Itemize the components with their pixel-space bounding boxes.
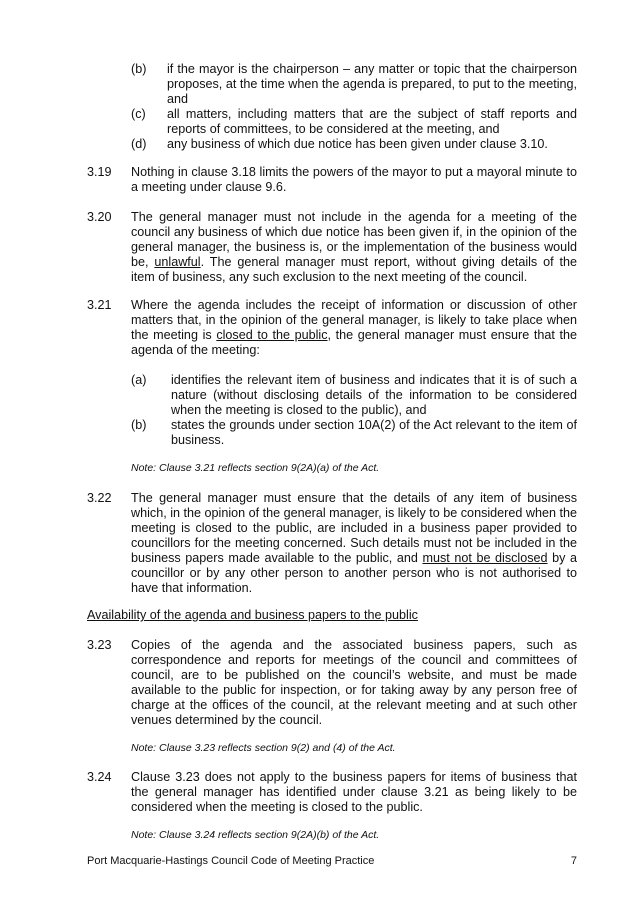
section-heading: Availability of the agenda and business papers to the public	[87, 608, 418, 622]
clause-3-20	[87, 210, 577, 285]
clause-number: 3.19	[87, 165, 112, 179]
clause-text: Where the agenda includes the receipt of information or discussion of other matters that, in the opinion of the general manager, is likely to take place when the meeting is closed to the public, the general manager must ensure that the agenda of the meeting:	[131, 298, 577, 357]
clause-text: Copies of the agenda and the associated business papers, such as correspondence and reports for meetings of the council and committees of council, are to be published on the council’s website, and must be made available to the public for inspection, or for taking away by any person free of charge at the offices of the council, at the relevant meeting and at such other venues determined by the council.	[131, 638, 577, 727]
clause-number: 3.24	[87, 770, 112, 784]
clause-3-18-items	[87, 62, 577, 152]
clause-text: The general manager must not include in the agenda for a meeting of the council any business of which due notice has been given if, in the opinion of the general manager, the business is, or the implementation of the business would be, unlawful. The general manager must report, without giving details of the item of business, any such exclusion to the next meeting of the council.	[131, 210, 577, 284]
clause-number: 3.23	[87, 638, 112, 652]
list-item: (b) if the mayor is the chairperson – any matter or topic that the chairperson proposes, at the time when the agenda is prepared, to put to the meeting, and	[131, 62, 577, 106]
clause-3-23	[87, 638, 577, 728]
clause-3-19	[87, 165, 577, 195]
page-number: 7	[570, 855, 577, 867]
clause-text: Clause 3.23 does not apply to the business papers for items of business that the general manager has identified under clause 3.21 as being likely to be considered when the meeting is closed to the public.	[131, 770, 577, 814]
clause-number: 3.22	[87, 491, 112, 505]
clause-number: 3.21	[87, 298, 112, 312]
list-item: (c) all matters, including matters that are the subject of staff reports and reports of committees, to be considered at the meeting, and	[131, 107, 577, 136]
list-item: (d) any business of which due notice has been given under clause 3.10.	[131, 137, 548, 151]
list-item: (a) identifies the relevant item of business and indicates that it is of such a nature (without disclosing details of the information to be considered when the meeting is closed to the public), and	[131, 373, 577, 417]
clause-note: Note: Clause 3.24 reflects section 9(2A)(b) of the Act.	[131, 829, 380, 841]
clause-3-22	[87, 491, 577, 596]
clause-text: Nothing in clause 3.18 limits the powers of the mayor to put a mayoral minute to a meeting under clause 9.6.	[131, 165, 577, 194]
clause-text: The general manager must ensure that the details of any item of business which, in the opinion of the general manager, is likely to be considered when the meeting is closed to the public, are included in a business paper provided to councillors for the meeting concerned. Such details must not be included in the business papers made available to the public, and must not be disclosed by a councillor or by any other person to another person who is not authorised to have that information.	[131, 491, 577, 595]
clause-3-21	[87, 298, 577, 448]
clause-3-24	[87, 770, 577, 815]
footer-title: Port Macquarie-Hastings Council Code of Meeting Practice	[87, 855, 375, 867]
clause-number: 3.20	[87, 210, 112, 224]
page-footer	[87, 855, 577, 867]
list-item: (b) states the grounds under section 10A(2) of the Act relevant to the item of business.	[131, 418, 577, 447]
clause-note: Note: Clause 3.21 reflects section 9(2A)(a) of the Act.	[131, 462, 380, 474]
clause-note: Note: Clause 3.23 reflects section 9(2) and (4) of the Act.	[131, 742, 396, 754]
